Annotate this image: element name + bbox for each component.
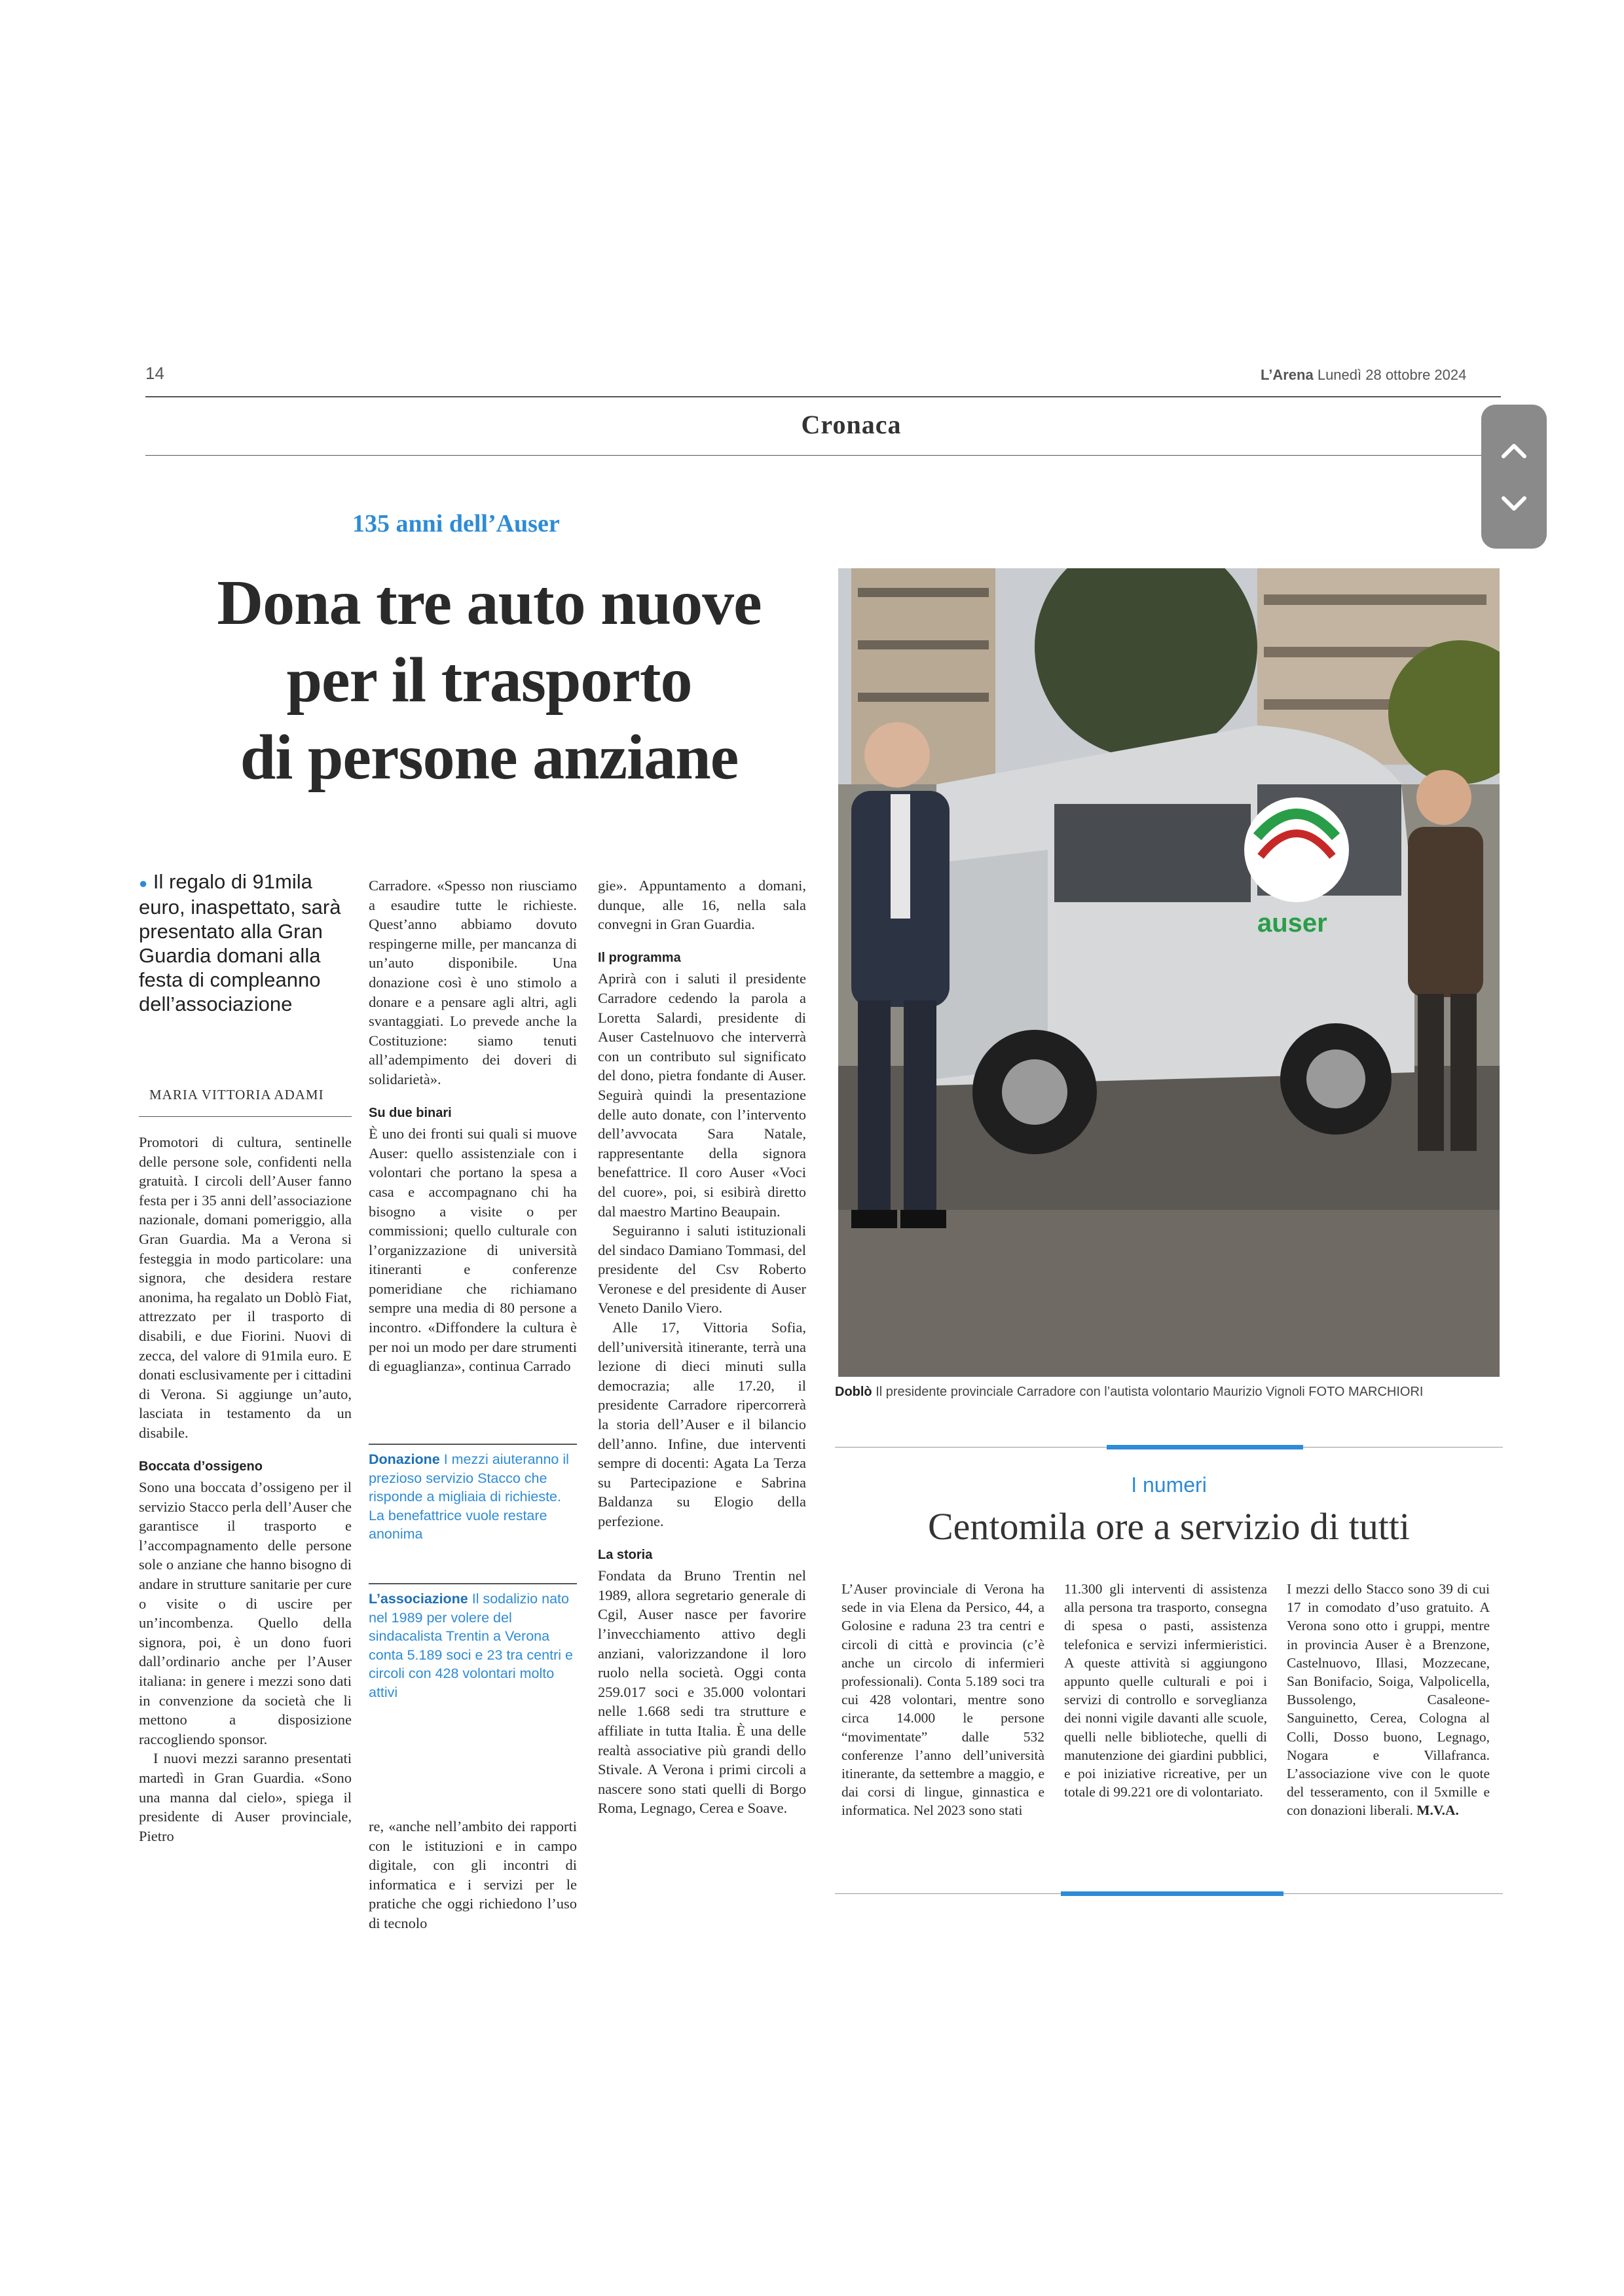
association-box-text: Il sodalizio nato nel 1989 per volere del sindacalista Trentin a Verona conta 5.189 soci e 23 tra centri e circoli con 428 volontari molto attivi bbox=[369, 1591, 573, 1700]
sidebar-paragraph-2: 11.300 gli interventi di assistenza alla persona tra trasporto, consegna di spesa o pasti, assistenza telefonica e servizi infermieristici. A queste attività si aggiungono appunto quelle culturali e poi i servizi di controllo e sorveglianza dei nonni vigile davanti alle scuole, quelli nelle biblioteche, quelli di manutenzione dei giardini pubblici, e poi iniziative ricreative, per un totale di 99.221 ore di volontariato. bbox=[1064, 1581, 1267, 1800]
sidebar-paragraph-3-text: I mezzi dello Stacco sono 39 di cui 17 in comodato d’uso gratuito. A Verona sono otto i gruppi, mentre in provincia Auser è a Brenzone, Castelnuovo, Illasi, Mozzecane, San Bonifacio, Soiga, Valpolicella, Bussolengo, Casaleone-Sanguinetto, Cerea, Cologna al Colli, Dosso buono, Legnago, Nogara e Villafranca. L’associazione vive con le quote del tesseramento, con il 5xmille e con donazioni liberali. bbox=[1287, 1581, 1490, 1819]
sidebar-accent-top bbox=[1107, 1445, 1303, 1449]
section-title: Cronaca bbox=[801, 410, 902, 439]
article-column-2 bbox=[369, 876, 577, 1376]
article-headline bbox=[145, 564, 833, 796]
col2-subheading: Su due binari bbox=[369, 1105, 452, 1120]
header-rule-bottom bbox=[145, 455, 1501, 456]
sidebar-accent-bottom bbox=[1061, 1891, 1283, 1896]
col2-paragraph-2: È uno dei fronti sui quali si muove Auser: quello assistenziale con i volontari che portano la spesa a casa e accompagnano chi ha bisogno a visite o per commissioni; quello culturale con l’organizzazione di università itineranti e conferenze pomeridiane che richiamano sempre una media di 80 persone a incontro. «Diffondere la cultura è per noi un modo per dare strumenti di eguaglianza», continua Carrado bbox=[369, 1125, 577, 1375]
col1-paragraph-2: Sono una boccata d’ossigeno per il servizio Stacco perla dell’Auser che garantisce il trasporto e l’accompagnamento delle persone sole o anziane che hanno bisogno di andare in strutture sanitarie per cure o visite o di uscire per un’incombenza. Quello della signora, poi, è un dono fuori dall’ordinario anche per l’Auser italiana: in genere i mezzi sono dati in convenzione da società che li mettono a disposizione raccogliendo sponsor. bbox=[139, 1479, 352, 1747]
article-kicker: 135 anni dell’Auser bbox=[352, 510, 560, 538]
photo-caption-text: Il presidente provinciale Carradore con l’autista volontario Maurizio Vignoli FOTO MARCHIORI bbox=[876, 1385, 1424, 1399]
sidebar-paragraph-1: L’Auser provinciale di Verona ha sede in via Elena da Persico, 44, a Golosine e radunа 23 tra centri e circoli di città e provincia (c’è anche un circolo di infermieri professionali). Conta 5.189 soci tra cui 428 volontari, mentre sono circa 14.000 le persone “movimentate” dalle 532 conferenze l’anno dell’università itinerante, da settembre a maggio, e dai corsi di lingue, ginnastica e informatica. Nel 2023 sono stati bbox=[841, 1581, 1044, 1819]
chevron-down-icon bbox=[1500, 494, 1528, 514]
sidebar-signature: M.V.A. bbox=[1416, 1802, 1459, 1819]
issue-date: Lunedì 28 ottobre 2024 bbox=[1317, 367, 1467, 383]
box2-rule bbox=[369, 1583, 577, 1584]
association-box bbox=[369, 1590, 577, 1702]
summary-bullet: ● bbox=[139, 875, 148, 892]
sidebar-column-2 bbox=[1064, 1580, 1267, 1801]
col2-paragraph-3: re, «anche nell’ambito dei rapporti con le istituzioni e in campo digitale, con gli incontri di informatica e i servizi per le pratiche che oggi richiedono l’uso di tecnolo bbox=[369, 1818, 577, 1931]
header-rule-top bbox=[145, 396, 1501, 397]
sidebar-paragraph-3 bbox=[1287, 1580, 1490, 1820]
summary-text: Il regalo di 91mila euro, inaspettato, sarà presentato alla Gran Guardia domani alla festa di compleanno dell’associazione bbox=[139, 870, 341, 1016]
association-box-label: L’associazione bbox=[369, 1591, 468, 1607]
publication-dateline bbox=[1261, 367, 1466, 384]
chevron-up-icon bbox=[1500, 441, 1528, 460]
col3-paragraph-2: Aprirà con i saluti il presidente Carradore cedendo la parola a Loretta Salardi, presidente di Auser Castelnuovo che interverrà con un contributo sul significato del dono, pietra fondante di Auser. Seguirà quindi la presentazione delle auto donate, con l’intervento dell’avvocata Sara Natale, rappresentante della signora benefattrice. Il coro Auser «Voci del cuore», poi, si esibirà diretto dal maestro Martino Beaupain. bbox=[598, 970, 806, 1220]
col3-subheading-history: La storia bbox=[598, 1547, 653, 1562]
col3-subheading-program: Il programma bbox=[598, 950, 681, 965]
donation-box bbox=[369, 1450, 577, 1544]
col3-paragraph-4: Alle 17, Vittoria Sofia, dell’università itinerante, terrà una lezione di dieci minuti sulla democrazia; alle 17.20, il presidente Carradore ripercorrerà la storia dell’Auser e il bilancio dell’anno. Infine, due interventi sempre di docenti: Agata La Terza su Partecipazione e Sabrina Baldanza su Elogio della perfezione. bbox=[598, 1319, 806, 1529]
byline-rule bbox=[139, 1116, 352, 1117]
sidebar-column-3 bbox=[1287, 1580, 1490, 1820]
col1-paragraph-3: I nuovi mezzi saranno presentati martedì in Gran Guardia. «Sono una manna dal cielo», spiega il presidente di Auser provinciale, Pietro bbox=[139, 1750, 352, 1844]
sidebar-title: Centomila ore a servizio di tutti bbox=[927, 1505, 1411, 1548]
van-logo-text: auser bbox=[1257, 909, 1327, 938]
photo-illustration bbox=[838, 568, 1500, 1377]
article-column-3 bbox=[598, 876, 806, 1818]
col1-subheading: Boccata d’ossigeno bbox=[139, 1459, 263, 1474]
scroll-down-button[interactable] bbox=[1481, 471, 1547, 537]
col3-paragraph-5: Fondata da Bruno Trentin nel 1989, allora segretario generale di Cgil, Auser nasce per favorire l’invecchiamento attivo degli anziani, valorizzandone il loro ruolo nella società. Oggi conta 259.017 soci e 35.000 volontari nelle 1.668 sedi tra strutture e affiliate in tutta Italia. È una delle realtà associative più grandi dello Stivale. A Verona i primi circoli a nascere sono stati quelli di Borgo Roma, Legnago, Cerea e Soave. bbox=[598, 1567, 806, 1817]
sidebar-kicker: I numeri bbox=[1131, 1473, 1207, 1497]
byline: MARIA VITTORIA ADAMI bbox=[149, 1087, 324, 1102]
page-number: 14 bbox=[145, 363, 164, 383]
sidebar-column-1 bbox=[841, 1580, 1044, 1820]
col1-paragraph-1: Promotori di cultura, sentinelle delle persone sole, confidenti nella gratuità. I circoli dell’Auser fanno festa per i 35 anni dell’associazione nazionale, domani pomeriggio, alla Gran Guardia. Ma a Verona si festeggia in modo particolare: una signora, che desidera restare anonima, ha regalato un Doblò Fiat, attrezzato per il trasporto di disabili, e due Fiorini. Nuovi di zecca, del valore di 91mila euro. E donati esclusivamente per i cittadini di Verona. Si aggiunge un’auto, lasciata in testamento da un disabile. bbox=[139, 1134, 352, 1441]
photo-caption bbox=[835, 1385, 1503, 1400]
headline-line-3: di persone anziane bbox=[240, 722, 739, 793]
article-column-2-end bbox=[369, 1817, 577, 1933]
article-summary bbox=[139, 869, 348, 1016]
photo-caption-label: Doblò bbox=[835, 1385, 872, 1399]
article-column-1 bbox=[139, 1133, 352, 1846]
headline-line-1: Dona tre auto nuove bbox=[217, 568, 762, 638]
box1-rule bbox=[369, 1444, 577, 1445]
col3-paragraph-1: gie». Appuntamento a domani, dunque, alle 16, nella sala convegni in Gran Guardia. bbox=[598, 877, 806, 933]
donation-box-label: Donazione bbox=[369, 1451, 440, 1467]
headline-line-2: per il trasporto bbox=[286, 645, 692, 716]
col3-paragraph-3: Seguiranno i saluti istituzionali del sindaco Damiano Tommasi, del presidente del Csv Roberto Veronese e del presidente di Auser Veneto Danilo Viero. bbox=[598, 1222, 806, 1317]
publication-name: L’Arena bbox=[1261, 367, 1314, 383]
article-photo bbox=[838, 568, 1500, 1377]
donation-box-text: I mezzi aiuteranno il prezioso servizio Stacco che risponde a migliaia di richieste. La benefattrice vuole restare anonima bbox=[369, 1451, 569, 1542]
col2-paragraph-1: Carradore. «Spesso non riusciamo a esaudire tutte le richieste. Quest’anno abbiamo dovuto respingerne mille, per mancanza di un’auto disponibile. Una donazione così è uno stimolo a donare e a pensare agli altri, agli svantaggiati. Lo prevede anche la Costituzione: siamo tenuti all’adempimento dei doveri di solidarietà». bbox=[369, 877, 577, 1087]
